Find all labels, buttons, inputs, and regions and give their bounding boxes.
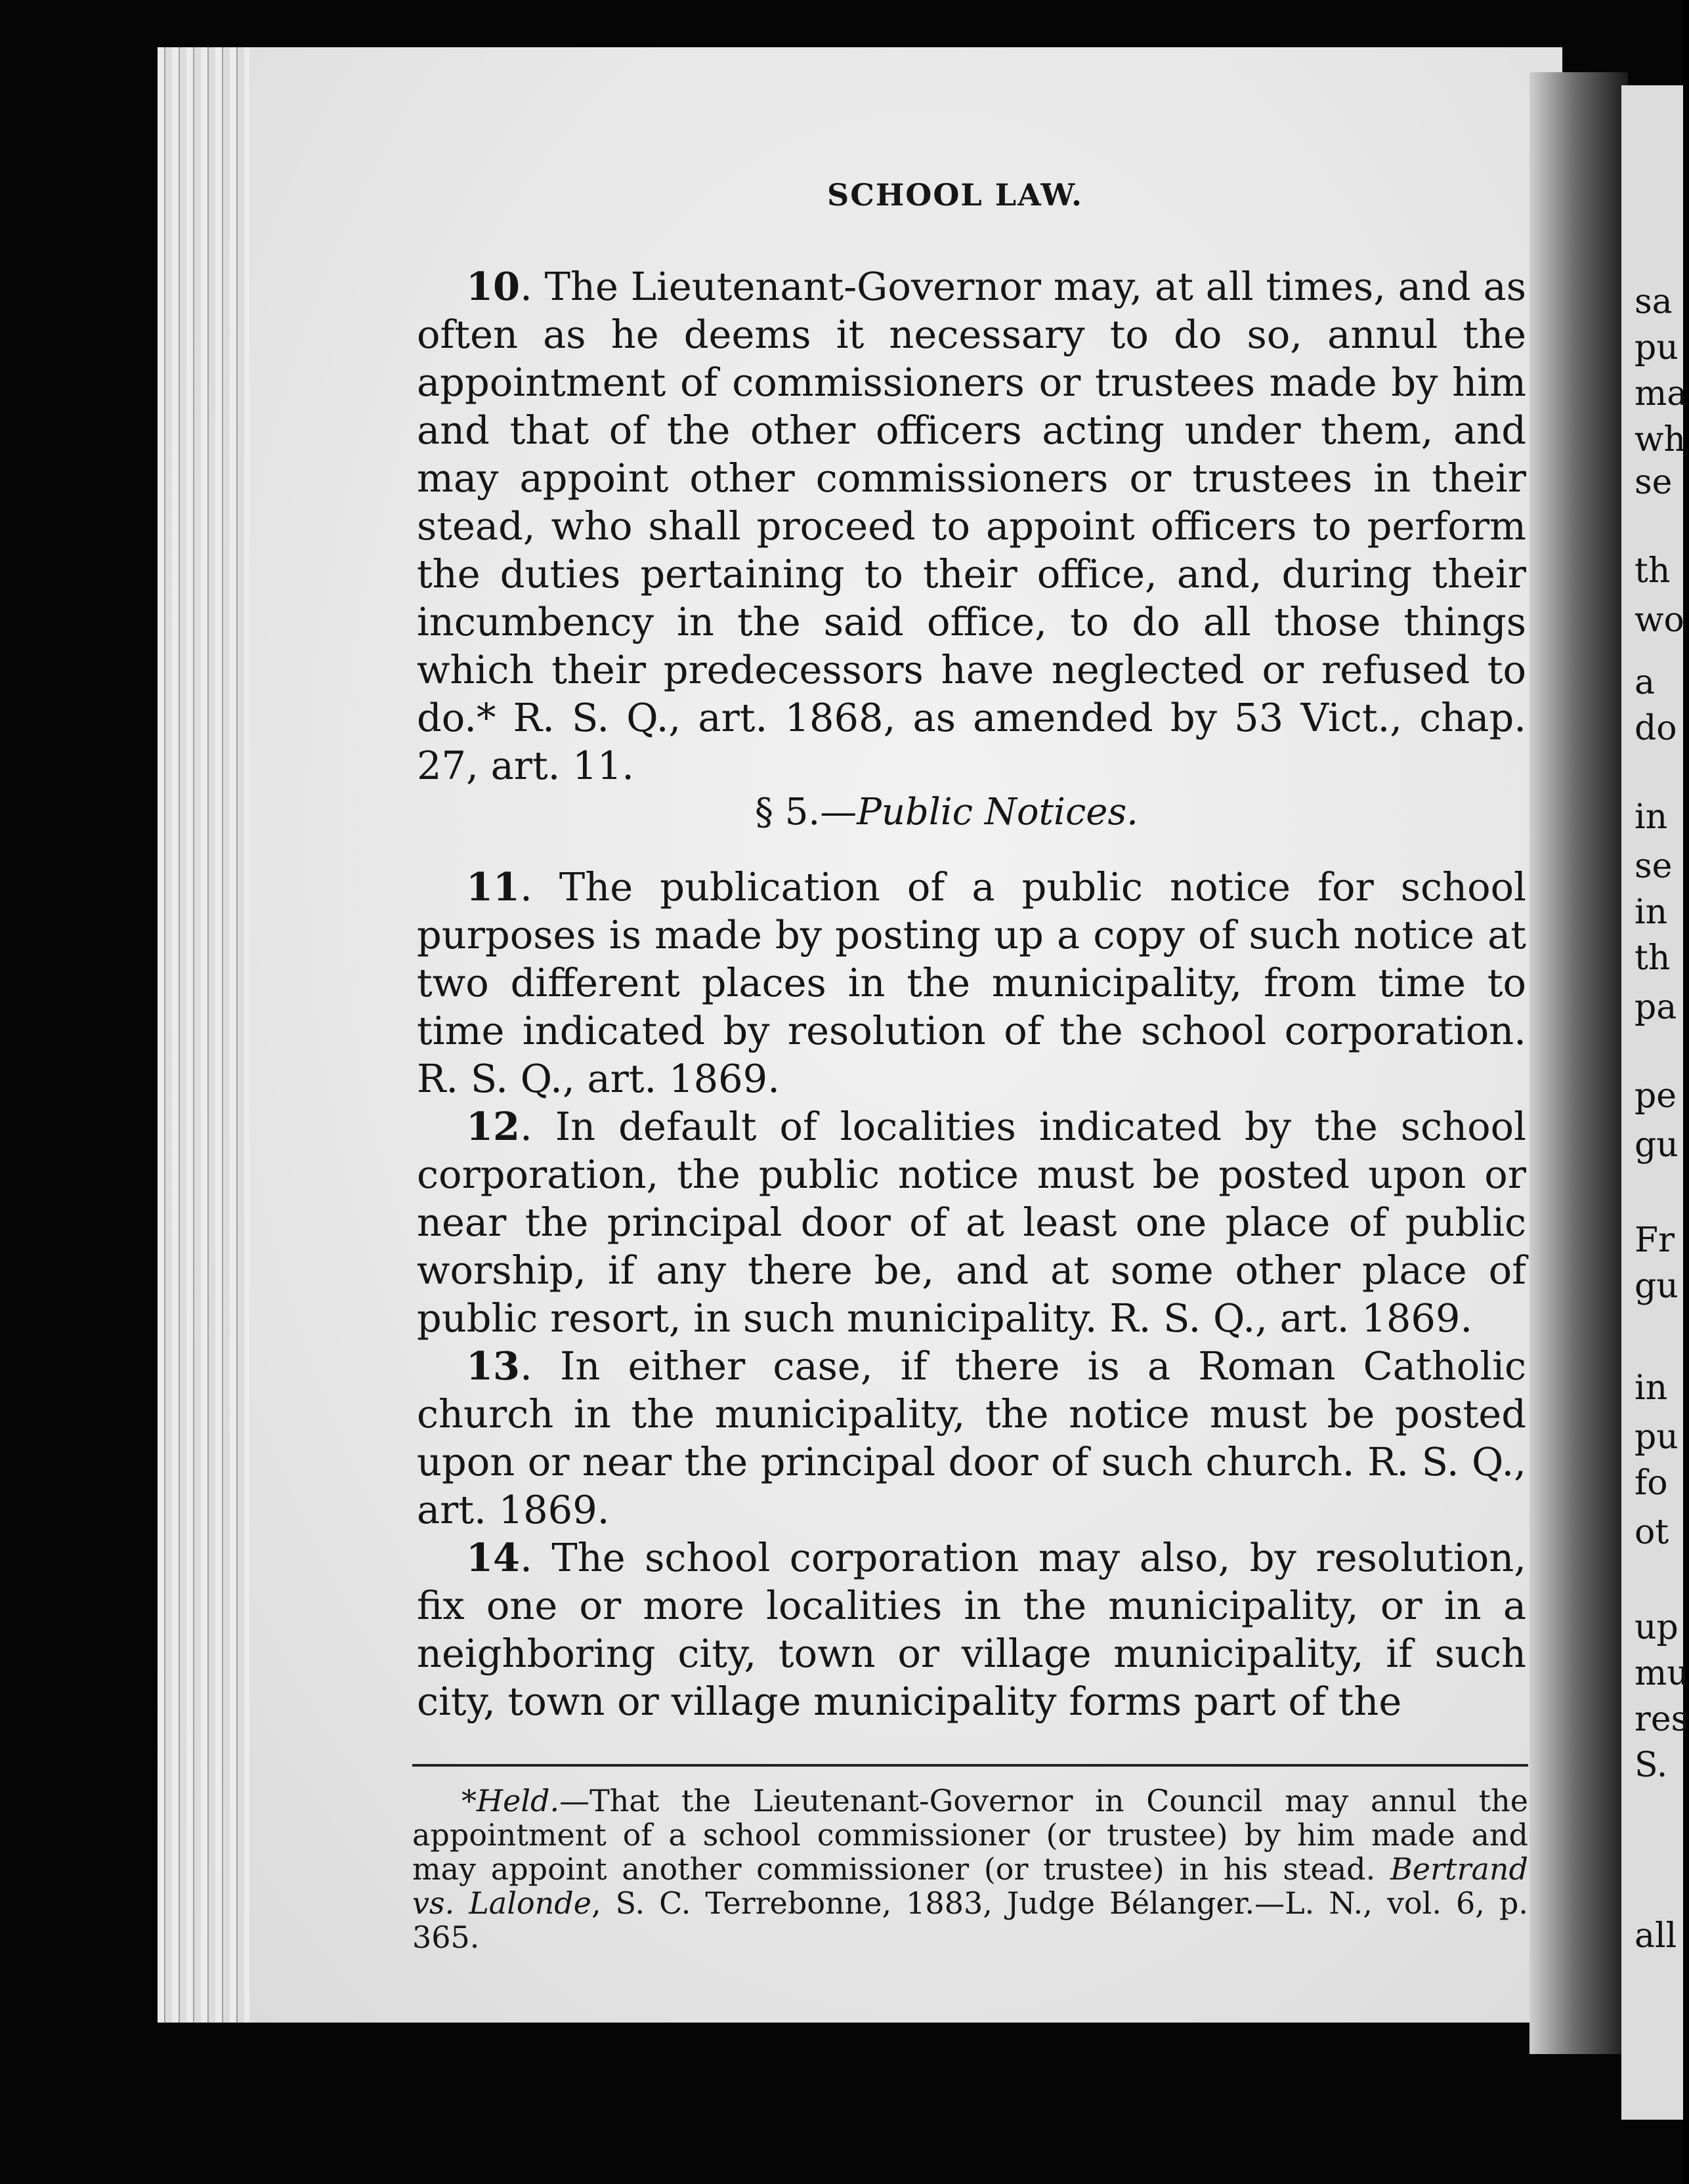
adjacent-page-fragment: th	[1635, 938, 1671, 978]
footnote-citation: , S. C. Terrebonne, 1883, Judge Bélanger.—L. N., vol. 6, p. 365.	[412, 1885, 1528, 1955]
article-number: 13	[466, 1343, 521, 1389]
article-number: 10	[466, 264, 521, 309]
article-text: . The publication of a public notice for school purposes is made by posting up a copy of such notice at two different places in the municipality, from time to time indicated by resolution of the school corporation. R. S. Q., art. 1869.	[417, 864, 1526, 1101]
article-12	[417, 1102, 1526, 1342]
adjacent-page-fragment: all	[1635, 1916, 1677, 1956]
adjacent-page-fragment: Fr	[1635, 1221, 1675, 1260]
section-sign: § 5.—	[755, 791, 857, 833]
adjacent-page-fragment: th	[1635, 551, 1671, 591]
article-text: . In default of localities indicated by the school corporation, the public notice must be posted upon or near the principal door of at least one place of public worship, if any there be, and at some other place of public resort, in such municipality. R. S. Q., art. 1869.	[417, 1104, 1526, 1341]
section-heading	[755, 791, 1138, 833]
adjacent-page-fragment: pu	[1635, 328, 1678, 368]
adjacent-page-fragment: mu	[1635, 1654, 1689, 1693]
adjacent-page-fragment: gu	[1635, 1125, 1678, 1165]
footnote-marker: *	[461, 1783, 477, 1818]
adjacent-page-fragment: pe	[1635, 1076, 1677, 1116]
footnote-case: Bertrand vs. Lalonde	[412, 1851, 1528, 1921]
article-text: . In either case, if there is a Roman Catholic church in the municipality, the notice must be posted upon or near the principal door of such church. R. S. Q., art. 1869.	[417, 1343, 1526, 1532]
page-edge-lines	[158, 47, 249, 2023]
footnote-text: —That the Lieutenant-Governor in Council may annul the appointment of a school commissioner (or trustee) by him made and may appoint another commissioner (or trustee) in his stead.	[412, 1783, 1528, 1887]
adjacent-page-fragment: se	[1635, 847, 1673, 886]
adjacent-page-fragment: a	[1635, 663, 1656, 702]
adjacent-page	[1621, 85, 1689, 2120]
adjacent-page-fragment: ot	[1635, 1513, 1669, 1552]
adjacent-page-fragment: fo	[1635, 1463, 1668, 1503]
footnote-rule	[412, 1764, 1528, 1767]
footnote-held: Held.	[477, 1783, 560, 1818]
gutter-shadow	[1529, 72, 1628, 2054]
article-text: . The school corporation may also, by resolution, fix one or more localities in the municipality, or in a neighboring city, town or village municipality, if such city, town or village municipality forms part of the	[417, 1535, 1526, 1724]
adjacent-page-fragment: in	[1635, 797, 1668, 837]
article-13	[417, 1342, 1526, 1534]
adjacent-page-fragment: wh	[1635, 420, 1686, 459]
article-number: 12	[466, 1104, 521, 1149]
adjacent-page-fragment: se	[1635, 463, 1673, 502]
adjacent-page-fragment: in	[1635, 1368, 1668, 1408]
article-14	[417, 1534, 1526, 1725]
section-title: Public Notices.	[857, 791, 1138, 833]
articles-11-14	[417, 863, 1526, 1725]
adjacent-page-fragment: sa	[1635, 282, 1673, 322]
adjacent-page-fragment: S.	[1635, 1746, 1668, 1785]
running-title: SCHOOL LAW.	[827, 177, 1084, 213]
article-number: 11	[466, 864, 521, 910]
article-text: . The Lieutenant-Governor may, at all times, and as often as he deems it necessary to do so, annul the appointment of commissioners or trustees made by him and that of the other officers acting under them, and may appoint other commissioners or trustees in their stead, who shall proceed to appoint officers to perform the duties pertaining to their office, and, during their incumbency in the said office, to do all those things which their predecessors have neglected or refused to do.* R. S. Q., art. 1868, as amended by 53 Vict., chap. 27, art. 11.	[417, 264, 1526, 788]
adjacent-page-fragment: pa	[1635, 988, 1677, 1027]
article-number: 14	[466, 1535, 521, 1580]
adjacent-page-fragment: wo	[1635, 600, 1684, 640]
article-10	[417, 262, 1526, 789]
adjacent-page-fragment: do	[1635, 709, 1677, 748]
article-11	[417, 863, 1526, 1102]
adjacent-page-fragment: res	[1635, 1700, 1689, 1739]
footnote	[412, 1784, 1528, 1954]
adjacent-page-fragment: ma	[1635, 374, 1688, 413]
adjacent-page-fragment: up	[1635, 1608, 1678, 1647]
adjacent-page-fragment: pu	[1635, 1418, 1678, 1457]
adjacent-page-fragment: gu	[1635, 1267, 1678, 1306]
adjacent-page-fragment: in	[1635, 892, 1668, 932]
